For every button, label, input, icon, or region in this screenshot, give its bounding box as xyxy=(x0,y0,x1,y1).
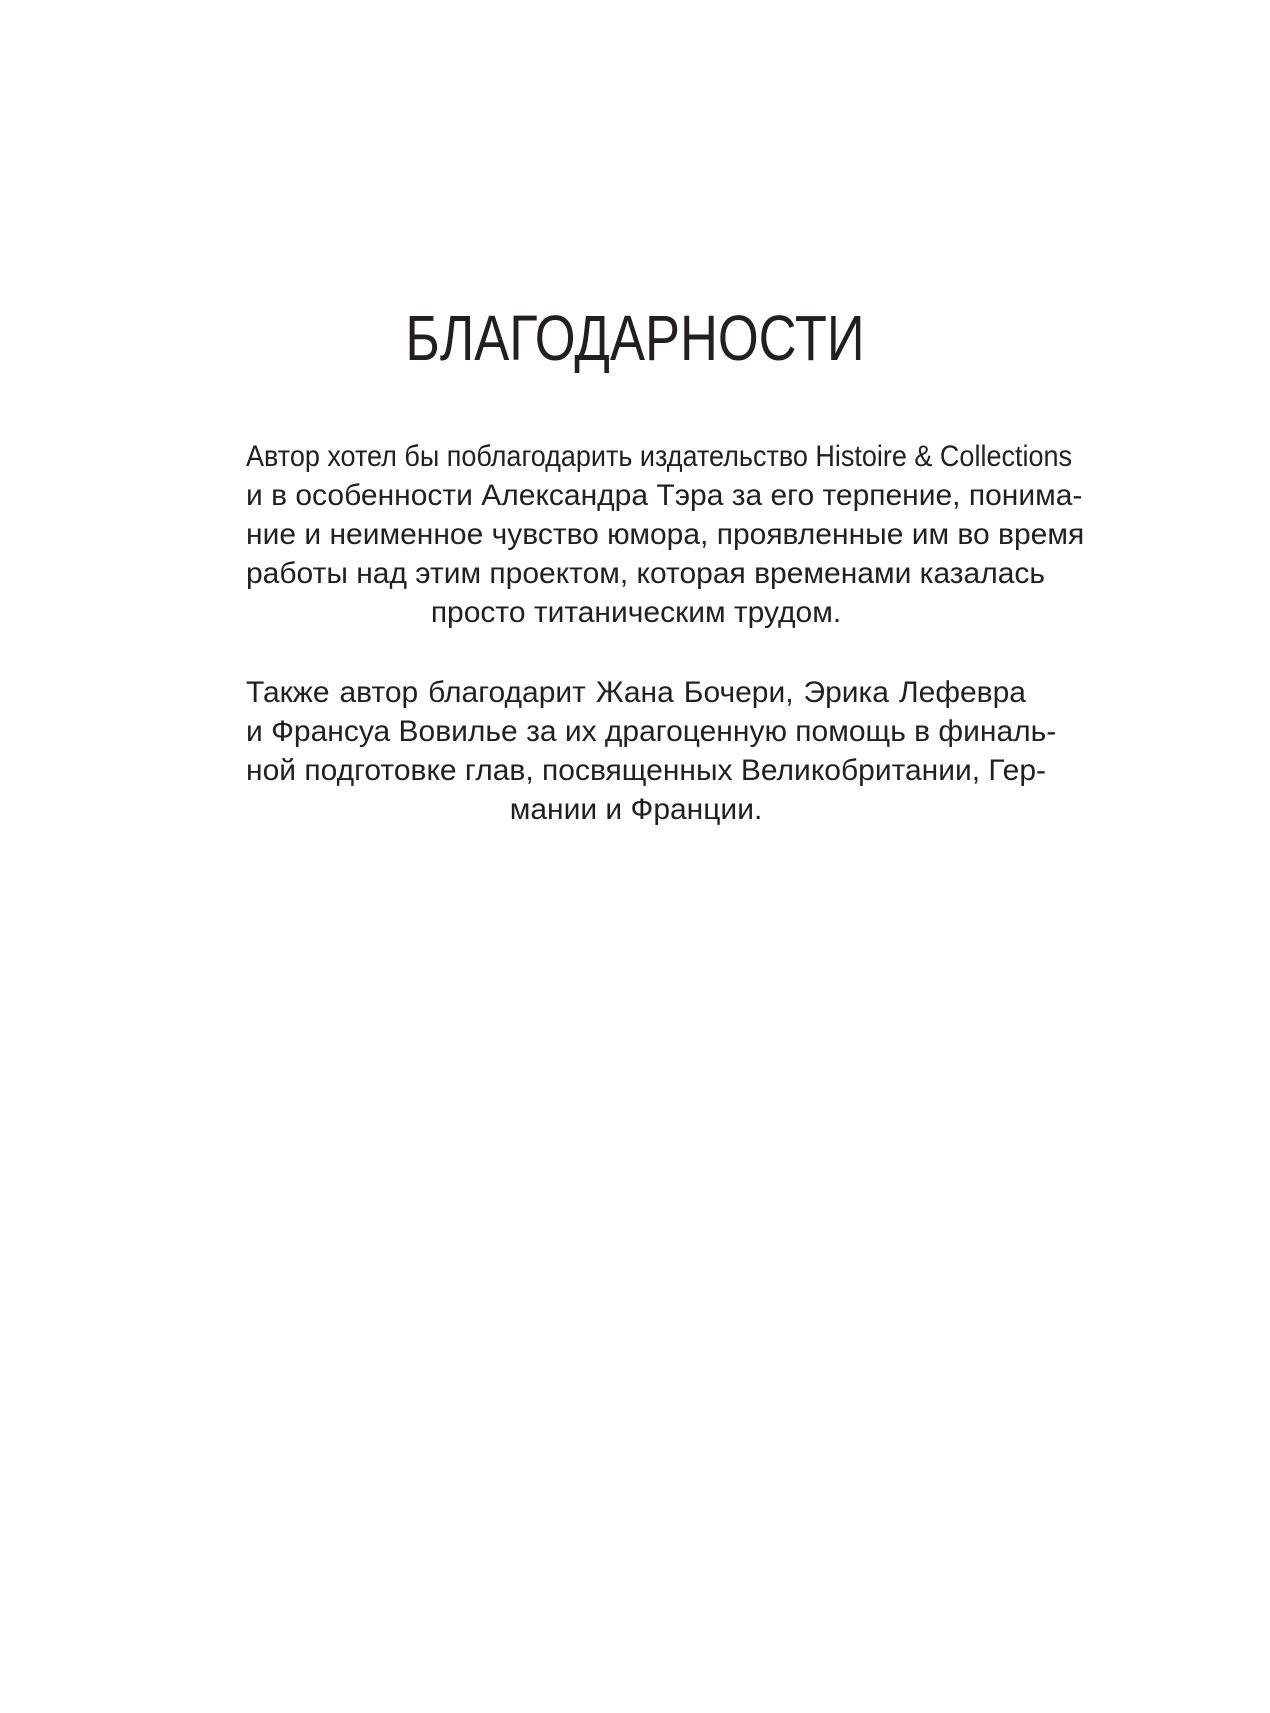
paragraph-line: работы над этим проектом, которая временами казалась xyxy=(246,557,1046,590)
paragraph-line: ной подготовке глав, посвященных Великобритании, Гер- xyxy=(246,754,1047,787)
acknowledgement-paragraph-2 xyxy=(246,673,1057,829)
acknowledgement-paragraph-1 xyxy=(246,437,1085,632)
paragraph-line: и в особенности Александра Тэра за его терпение, понима- xyxy=(246,479,1083,512)
paragraph-line: Также автор благодарит Жана Бочери, Эрика Лефевра xyxy=(246,676,1026,709)
paragraph-line: и Франсуа Вовилье за их драгоценную помощь в финаль- xyxy=(246,715,1057,748)
paragraph-line: мании и Франции. xyxy=(509,793,763,826)
paragraph-line: ние и неименное чувство юмора, проявленные им во время xyxy=(246,518,1085,551)
page-title: БЛАГОДАРНОСТИ xyxy=(405,302,865,374)
paragraph-line: просто титаническим трудом. xyxy=(430,596,842,629)
paragraph-line: Автор хотел бы поблагодарить издательство Histoire & Collections xyxy=(246,440,1073,473)
